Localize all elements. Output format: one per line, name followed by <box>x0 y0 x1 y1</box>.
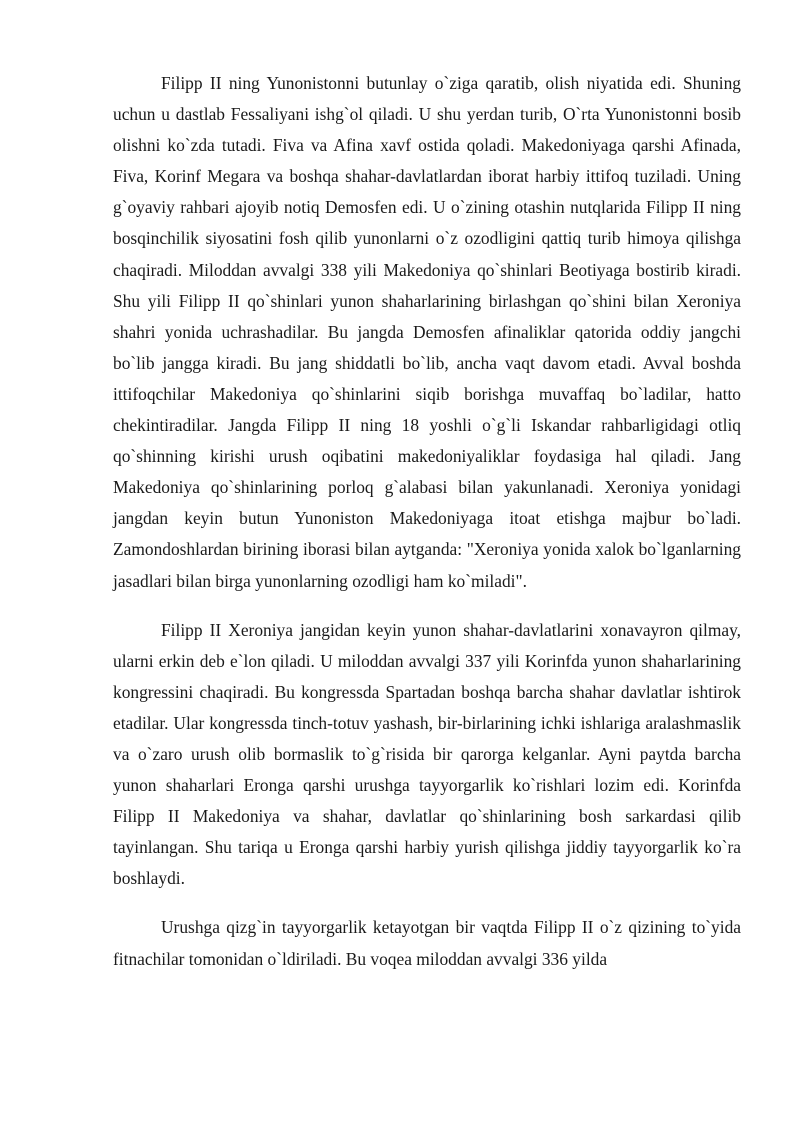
paragraph-3: Urushga qizg`in tayyorgarlik ketayotgan bir vaqtda Filipp II o`z qizining to`yida fitnachilar tomonidan o`ldiriladi. Bu voqea miloddan avvalgi 336 yilda <box>113 917 741 969</box>
paragraph-2: Filipp II Xeroniya jangidan keyin yunon shahar-davlatlarini xonavayron qilmay, ularni erkin deb e`lon qiladi. U miloddan avvalgi 337 yili Korinfda yunon shaharlarining kongressini chaqiradi. Bu kongressda Spartadan boshqa barcha shahar davlatlar ishtirok etadilar. Ular kongressda tinch-totuv yashash, bir-birlarining ichki ishlariga aralashmaslik va o`zaro urush olib bormaslik to`g`risida bir qarorga kelganlar. Ayni paytda barcha yunon shaharlari Eronga qarshi urushga tayyorgarlik ko`rishlari lozim edi. Korinfda Filipp II Makedoniya va shahar, davlatlar qo`shinlarining bosh sarkardasi qilib tayinlangan. Shu tariqa u Eronga qarshi harbiy yurish qilishga jiddiy tayyorgarlik ko`ra boshlaydi. <box>113 619 741 889</box>
paragraph-1: Filipp II ning Yunonistonni butunlay o`ziga qaratib, olish niyatida edi. Shuning uchun u dastlab Fessaliyani ishg`ol qiladi. U shu yerdan turib, O`rta Yunonistonni bosib olishni ko`zda tutadi. Fiva va Afina xavf ostida qoladi. Makedoniyaga qarshi Afinada, Fiva, Korinf Megara va boshqa shahar-davlatlardan iborat harbiy ittifoq tuziladi. Uning g`oyaviy rahbari ajoyib notiq Demosfen edi. U o`zining otashin nutqlarida Filipp II ning bosqinchilik siyosatini fosh qilib yunonlarni o`z ozodligini qattiq turib himoya qilishga chaqiradi. Miloddan avvalgi 338 yili Makedoniya qo`shinlari Beotiyaga bostirib kiradi. Shu yili Filipp II qo`shinlari yunon shaharlarining birlashgan qo`shini bilan Xeroniya shahri yonida uchrashadilar. Bu jangda Demosfen afinaliklar qatorida oddiy jangchi bo`lib jangga kiradi. Bu jang shiddatli bo`lib, ancha vaqt davom etadi. Avval boshda ittifoqchilar Makedoniya qo`shinlarini siqib borishga muvaffaq bo`ladilar, hatto chekintiradilar. Jangda Filipp II ning 18 yoshli o`g`li Iskandar rahbarligidagi otliq qo`shinning kirishi urush oqibatini makedoniyaliklar foydasiga hal qiladi. Jang Makedoniya qo`shinlarining porloq g`alabasi bilan yakunlanadi. Xeroniya yonidagi jangdan keyin butun Yunoniston Makedoniyaga itoat etishga majbur bo`ladi. Zamondoshlardan birining iborasi bilan aytganda: "Xeroniya yonida xalok bo`lganlarning jasadlari bilan birga yunonlarning ozodligi ham ko`miladi". <box>113 73 741 591</box>
document-page <box>113 68 741 993</box>
